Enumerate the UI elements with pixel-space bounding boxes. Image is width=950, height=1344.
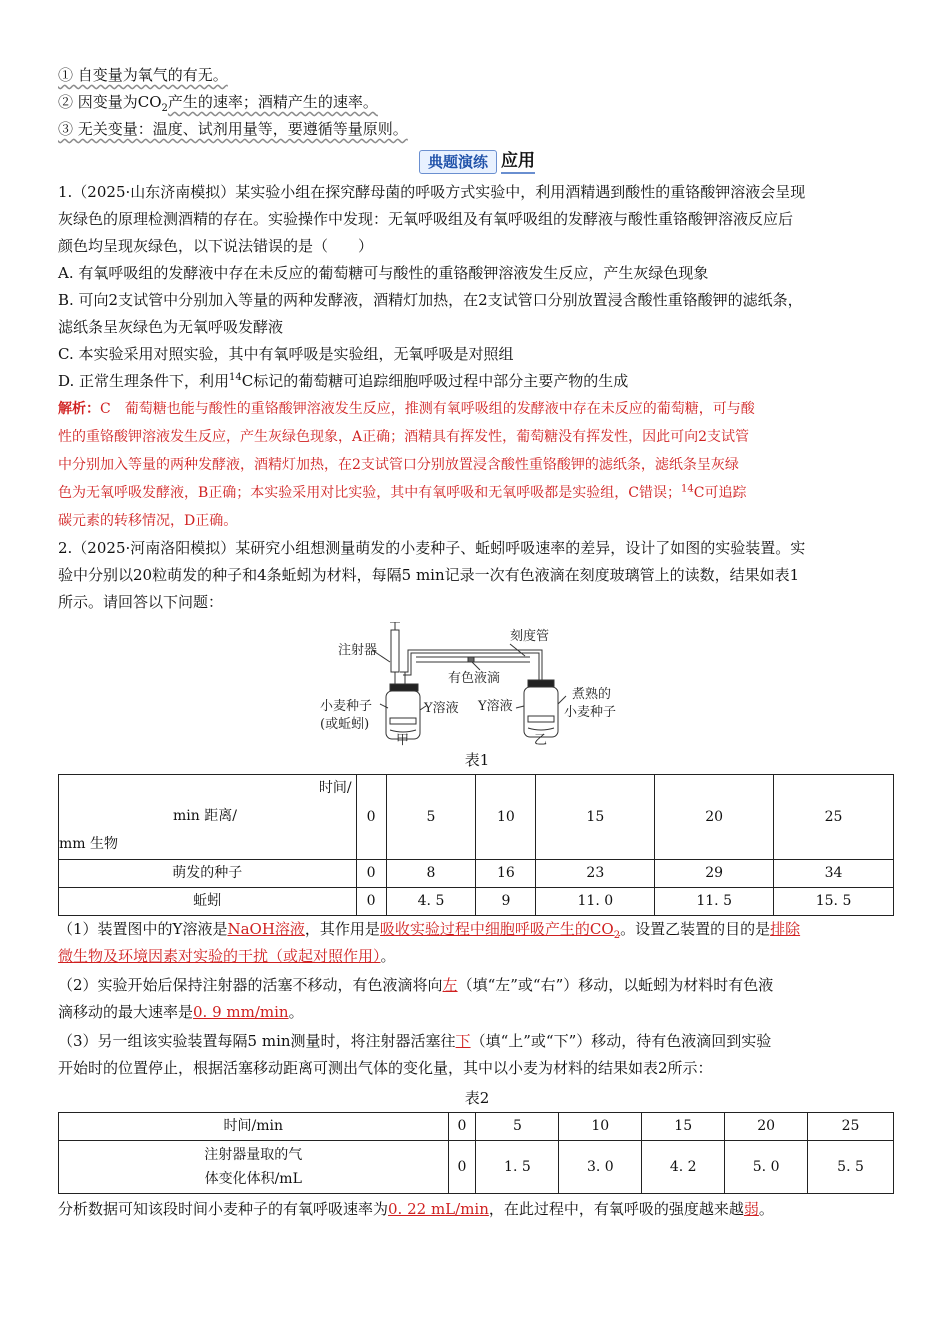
table2-caption: 表2 bbox=[464, 1089, 490, 1107]
label-jia: 甲 bbox=[396, 733, 410, 746]
table1-col: 5 bbox=[386, 775, 476, 860]
table1-col: 0 bbox=[356, 775, 386, 860]
apparatus-figure bbox=[58, 622, 896, 746]
q2-stem-3: 所示。请回答以下问题： bbox=[58, 593, 224, 611]
table1-col: 15 bbox=[536, 775, 655, 860]
answer-trend: 弱 bbox=[743, 1200, 759, 1218]
intro-line-1 bbox=[58, 62, 896, 89]
q2-part-1-line-1: （1）装置图中的Y溶液是NaOH溶液，其作用是吸收实验过程中细胞呼吸产生的$CO_2$。设置乙装置的目的是排除 bbox=[58, 920, 801, 941]
intro-line-3 bbox=[58, 116, 896, 143]
q1-stem-2: 灰绿色的原理检测酒精的存在。实验操作中发现：无氧呼吸组及有氧呼吸组的发酵液与酸性重铬酸钾溶液反应后 bbox=[58, 210, 794, 228]
answer-piston: 下 bbox=[455, 1032, 471, 1050]
intro-text-1: ① 自变量为氧气的有无。 bbox=[58, 66, 228, 84]
q2-stem-2: 验中分别以20粒萌发的种子和4条蚯蚓为材料，每隔5 min记录一次有色液滴在刻度玻璃管上的读数，结果如表1 bbox=[58, 566, 800, 584]
q2-part-3-line-2: 开始时的位置停止，根据活塞移动距离可测出气体的变化量，其中以小麦为材料的结果如表2所示： bbox=[58, 1059, 713, 1077]
banner-tag: 典题演练 bbox=[419, 150, 497, 174]
label-seed: 小麦种子 bbox=[320, 699, 373, 714]
label-boiled-1: 煮熟的 bbox=[572, 687, 612, 702]
table1-header-diagonal: 时间/ min 距离/ mm 生物 bbox=[59, 775, 357, 860]
label-yi: 乙 bbox=[534, 733, 548, 746]
question-2 bbox=[58, 535, 896, 1223]
label-y-solution-1: Y溶液 bbox=[424, 701, 459, 716]
intro-line-2: ② 因变量为$CO_2$产生的速率；酒精产生的速率。 bbox=[58, 93, 378, 114]
answer-max-rate: 0. 9 mm/min bbox=[193, 1003, 289, 1021]
question-1 bbox=[58, 179, 896, 535]
document-page bbox=[58, 62, 896, 1223]
analysis-label: 解析： bbox=[58, 401, 100, 417]
q1-option-c: C. 本实验采用对照实验，其中有氧呼吸是实验组，无氧呼吸是对照组 bbox=[58, 345, 514, 363]
answer-letter: C bbox=[100, 401, 111, 417]
colored-droplet bbox=[468, 657, 474, 662]
answer-y-solution: NaOH溶液 bbox=[227, 920, 305, 938]
table1-caption: 表1 bbox=[464, 751, 490, 769]
table-row: 注射器量取的气 体变化体积/mL 0 1. 5 3. 0 4. 2 5. 0 5. 5 bbox=[59, 1141, 894, 1194]
q1-option-b-2: 滤纸条呈灰绿色为无氧呼吸发酵液 bbox=[58, 318, 284, 336]
table-2: 时间/min 0 5 10 15 20 25 注射器量取的气 体变化体积/mL 0 1. 5 3. 0 4. 2 5. 0 5. 5 bbox=[58, 1112, 894, 1194]
q1-option-d: D. 正常生理条件下，利用$^{14}$C标记的葡萄糖可追踪细胞呼吸过程中部分主要产物的生成 bbox=[58, 372, 629, 390]
q1-analysis: 解析：C 葡萄糖也能与酸性的重铬酸钾溶液发生反应，推测有氧呼吸组的发酵液中存在未反应的葡萄糖，可与酸 性的重铬酸钾溶液发生反应，产生灰绿色现象，A正确；酒精具有挥发性，葡萄糖没有挥发性，因此可向2支试管 中分别加入等量的两种发酵液，酒精灯加热，在2支试管口分别放置浸含酸性重铬酸钾的滤纸条，滤纸条呈灰绿 色为无氧呼吸发酵液，B正确；本实验采用对比实验，其中有氧呼吸和无氧呼吸都是实验组，C错误；$^{14}$C可追踪 碳元素的转移情况，D正确。 bbox=[58, 401, 755, 529]
q2-part-2-line-2: 滴移动的最大速率是0. 9 mm/min。 bbox=[58, 1003, 304, 1021]
label-y-solution-2: Y溶液 bbox=[478, 699, 513, 714]
label-scale-tube: 刻度管 bbox=[510, 629, 550, 644]
q2-final-line: 分析数据可知该段时间小麦种子的有氧呼吸速率为0. 22 mL/min，在此过程中，有氧呼吸的强度越来越弱。 bbox=[58, 1200, 774, 1218]
q2-part-2-line-1: （2）实验开始后保持注射器的活塞不移动，有色液滴将向左（填“左”或“右”）移动，以蚯蚓为材料时有色液 bbox=[58, 976, 774, 994]
q1-option-a: A. 有氧呼吸组的发酵液中存在未反应的葡萄糖可与酸性的重铬酸钾溶液发生反应，产生灰绿色现象 bbox=[58, 264, 709, 282]
answer-aerobic-rate: 0. 22 mL/min bbox=[388, 1200, 489, 1218]
table1-col: 10 bbox=[476, 775, 536, 860]
syringe-body bbox=[391, 630, 399, 672]
table1-col: 25 bbox=[774, 775, 894, 860]
section-banner bbox=[58, 145, 896, 179]
q2-stem-1: 2.（2025·河南洛阳模拟）某研究小组想测量萌发的小麦种子、蚯蚓呼吸速率的差异，设计了如图的实验装置。实 bbox=[58, 539, 806, 557]
label-earthworm: (或蚯蚓) bbox=[320, 717, 370, 732]
q2-part-1-line-2: 微生物及环境因素对实验的干扰（或起对照作用）。 bbox=[58, 947, 396, 965]
intro-text-3: ③ 无关变量：温度、试剂用量等，要遵循等量原则。 bbox=[58, 120, 408, 138]
answer-function: 吸收实验过程中细胞呼吸产生的CO bbox=[379, 920, 614, 938]
table-row: 蚯蚓 0 4. 5 9 11. 0 11. 5 15. 5 bbox=[59, 888, 894, 916]
table2-header: 时间/min bbox=[59, 1113, 449, 1141]
q1-option-b-1: B. 可向2支试管中分别加入等量的两种发酵液，酒精灯加热，在2支试管口分别放置浸含酸性重铬酸钾的滤纸条， bbox=[58, 291, 803, 309]
label-boiled-2: 小麦种子 bbox=[564, 705, 617, 720]
apparatus-diagram bbox=[320, 622, 640, 746]
banner-word: 应用 bbox=[501, 150, 535, 174]
q1-stem-3: 颜色均呈现灰绿色，以下说法错误的是（ ） bbox=[58, 237, 374, 255]
label-droplet: 有色液滴 bbox=[448, 671, 501, 686]
q2-part-3-line-1: （3）另一组该实验装置每隔5 min测量时，将注射器活塞往下（填“上”或“下”）移动，待有色液滴回到实验 bbox=[58, 1032, 772, 1050]
answer-direction: 左 bbox=[442, 976, 458, 994]
q1-stem-1: 1.（2025·山东济南模拟）某实验小组在探究酵母菌的呼吸方式实验中，利用酒精遇到酸性的重铬酸钾溶液会呈现 bbox=[58, 183, 806, 201]
table-row: 萌发的种子 0 8 16 23 29 34 bbox=[59, 860, 894, 888]
table-1 bbox=[58, 774, 894, 916]
label-syringe: 注射器 bbox=[338, 643, 378, 658]
answer-purpose: 微生物及环境因素对实验的干扰（或起对照作用） bbox=[58, 947, 381, 965]
table1-col: 20 bbox=[655, 775, 774, 860]
